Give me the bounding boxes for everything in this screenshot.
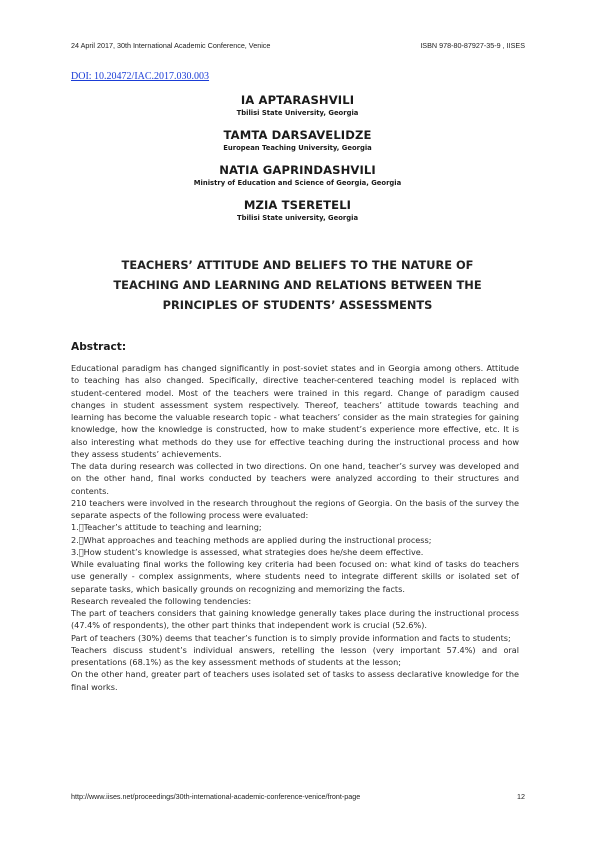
- author-affiliation: Tbilisi State University, Georgia: [236, 109, 359, 117]
- isbn-info: ISBN 978-80-87927-35-9 , IISES: [420, 41, 525, 50]
- abstract-paragraph: Educational paradigm has changed significantly in post-soviet states and in Georgia among others. Attitude to teaching has also changed. Specifically, directive teacher-centered teaching model is replaced with student-centered model. Most of the teachers were trained in this regard. Change of paradigm caused changes in student assessment system respectively. Thereof, teachers’ attitude towards teaching and learning has become the valuable research topic - what teachers’ consider as the main strategies for gaining knowledge, how the knowledge is constructed, how to make student’s experience more effective, etc. It is also interesting what methods do they use for effective teaching during the instructional process and how they assess students’ achievements.: [71, 363, 519, 459]
- author-name: TAMTA DARSAVELIDZE: [223, 128, 372, 142]
- page-footer: [71, 792, 525, 804]
- abstract-heading: Abstract:: [71, 341, 127, 353]
- abstract-paragraph: 210 teachers were involved in the research throughout the regions of Georgia. On the basis of the survey the separate aspects of the following process were evaluated:: [71, 497, 519, 520]
- author-name: NATIA GAPRINDASHVILI: [219, 163, 376, 177]
- author-affiliation: Ministry of Education and Science of Georgia, Georgia: [193, 179, 402, 187]
- abstract-paragraph: The part of teachers considers that gaining knowledge generally takes place during the instructional process (47.4% of respondents), the other part thinks that independent work is crucial (52.6%).: [71, 608, 519, 631]
- author-block: [0, 92, 595, 118]
- abstract-paragraph: On the other hand, greater part of teachers uses isolated set of tasks to assess declarative knowledge for the final works.: [71, 669, 519, 692]
- list-item: 3. How student’s knowledge is assessed, what strategies does he/she deem effective.: [71, 546, 422, 557]
- author-affiliation: European Teaching University, Georgia: [223, 144, 372, 152]
- author-affiliation: Tbilisi State university, Georgia: [236, 214, 359, 222]
- abstract-paragraph: While evaluating final works the following key criteria had been focused on: what kind of tasks do teachers use generally - complex assignments, where students need to integrate different skills or isolated set of separate tasks, which basically grounds on recognizing and memorizing the facts.: [71, 559, 519, 594]
- abstract-paragraph: Part of teachers (30%) deems that teacher’s function is to simply provide information and facts to students;: [71, 632, 511, 643]
- abstract-paragraph: Teachers discuss student’s individual answers, retelling the lesson (very important 57.4%) and oral presentations (68.1%) as the key assessment methods of students at the lesson;: [71, 644, 519, 667]
- title-line: PRINCIPLES OF STUDENTS’ ASSESSMENTS: [162, 298, 433, 312]
- author-block: [0, 197, 595, 223]
- paper-title: [80, 255, 515, 315]
- author-name: MZIA TSERETELI: [243, 198, 352, 212]
- abstract-body: [71, 362, 519, 693]
- author-block: [0, 162, 595, 188]
- page-header: [71, 41, 525, 53]
- title-line: TEACHERS’ ATTITUDE AND BELIEFS TO THE NATURE OF: [121, 258, 474, 272]
- doi-link[interactable]: DOI: 10.20472/IAC.2017.030.003: [71, 71, 210, 82]
- proceedings-url[interactable]: http://www.iises.net/proceedings/30th-international-academic-conference-venice/front-page: [71, 792, 361, 801]
- author-list: [0, 92, 595, 232]
- author-name: IA APTARASHVILI: [240, 93, 355, 107]
- list-item: 1. Teacher’s attitude to teaching and learning;: [71, 522, 260, 533]
- conference-info: 24 April 2017, 30th International Academic Conference, Venice: [71, 41, 271, 50]
- title-line: TEACHING AND LEARNING AND RELATIONS BETWEEN THE: [113, 278, 482, 292]
- abstract-paragraph: Research revealed the following tendencies:: [71, 595, 252, 606]
- list-item: 2. What approaches and teaching methods are applied during the instructional process;: [71, 534, 430, 545]
- page-number: 12: [517, 792, 525, 801]
- abstract-paragraph: The data during research was collected in two directions. On one hand, teacher’s survey was developed and on the other hand, final works conducted by teachers were analyzed according to their structures and contents.: [71, 461, 519, 496]
- author-block: [0, 127, 595, 153]
